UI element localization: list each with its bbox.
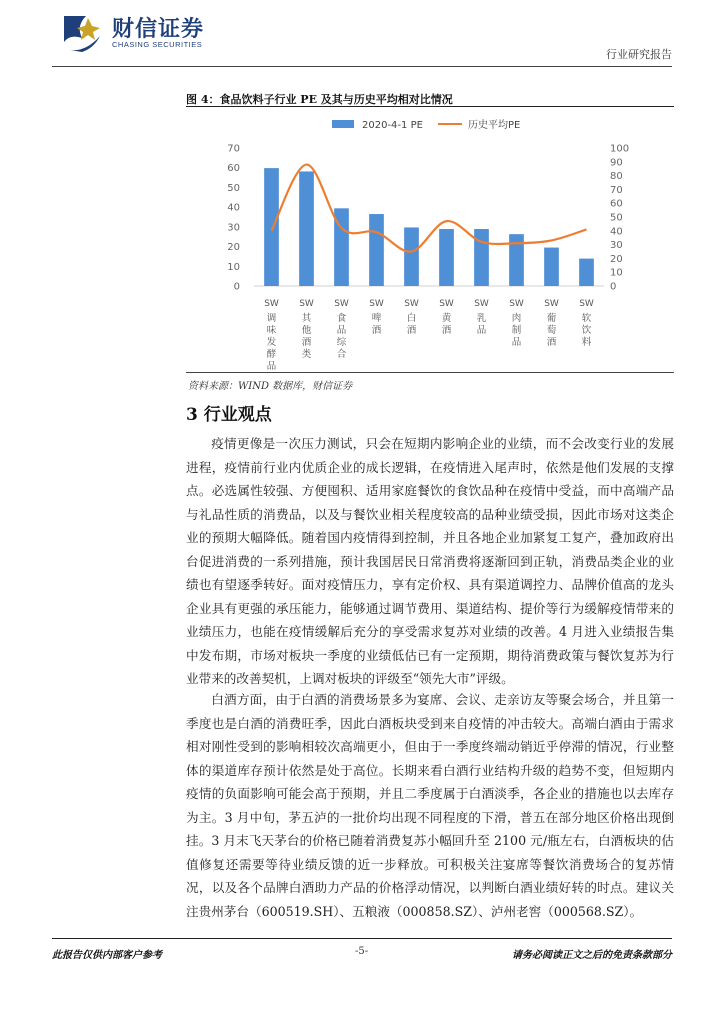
legend-label-bar: 2020-4-1 PE <box>362 120 423 131</box>
y-right-tick-label: 30 <box>610 240 623 252</box>
y-right-tick-label: 50 <box>610 212 623 224</box>
figure-title: 图 4：食品饮料子行业 PE 及其与历史平均相对比情况 <box>186 93 453 106</box>
y-left-tick-label: 40 <box>227 202 240 214</box>
y-left-tick-label: 30 <box>227 222 240 234</box>
chart-legend <box>332 118 520 131</box>
company-name-en: CHASING SECURITIES <box>112 40 203 49</box>
bar <box>544 248 559 286</box>
category-label: SW 黄酒 <box>439 299 454 336</box>
section-title: 3 行业观点 <box>186 405 272 425</box>
line-series <box>272 165 587 252</box>
category-label: SW 白酒 <box>404 299 419 336</box>
bar <box>579 259 594 286</box>
legend-bar-swatch <box>332 120 354 128</box>
figure-top-rule <box>186 106 674 107</box>
category-label: SW 软饮料 <box>579 299 594 348</box>
bar-series <box>264 168 594 286</box>
company-logo-icon <box>60 12 104 54</box>
category-label: SW 啤酒 <box>369 299 384 336</box>
y-left-tick-label: 0 <box>233 281 240 293</box>
category-label: SW 其他酒类 <box>299 299 314 360</box>
figure-bottom-rule <box>186 372 674 373</box>
y-right-tick-label: 0 <box>610 281 617 293</box>
y-right-tick-label: 20 <box>610 253 623 265</box>
y-left-tick-label: 60 <box>227 163 240 175</box>
figure-source: 资料来源：WIND 数据库，财信证券 <box>188 381 353 392</box>
category-label: SW 肉制品 <box>509 299 524 348</box>
category-label: SW 食品综合 <box>334 299 349 360</box>
page-number: -5- <box>355 946 369 957</box>
bar <box>474 229 489 286</box>
company-name: 财信证券 <box>112 17 205 42</box>
bar <box>299 171 314 286</box>
y-left-tick-label: 10 <box>227 261 240 273</box>
y-right-tick-label: 40 <box>610 226 623 238</box>
y-right-tick-label: 80 <box>610 171 623 183</box>
bar <box>439 229 454 286</box>
footer-divider <box>52 938 672 939</box>
paragraph-industry-view: 疫情更像是一次压力测试，只会在短期内影响企业的业绩，而不会改变行业的发展进程，疫情前行业内优质企业的成长逻辑，在疫情进入尾声时，依然是他们发展的支撑点。必选属性较强、方便囤积、适用家庭餐饮的食饮品种在疫情中受益，而中高端产品与礼品性质的消费品，以及与餐饮业相关程度较高的品种业绩受损，因此市场对这类企业的预期大幅降低。随着国内疫情得到控制，并且各地企业加紧复工复产，叠加政府出台促进消费的一系列措施，预计我国居民日常消费将逐渐回到正轨，消费品类企业的业绩也有望逐季转好。面对疫情压力，享有定价权、具有渠道调控力、品牌价值高的龙头企业具有更强的承压能力，能够通过调节费用、渠道结构、提价等行为缓解疫情带来的业绩压力，也能在疫情缓解后充分的享受需求复苏对业绩的改善。4 月进入业绩报告集中发布期，市场对板块一季度的业绩低估已有一定预期，期待消费政策与餐饮复苏为行业带来的改善契机，上调对板块的评级至“领先大市”评级。 <box>186 436 674 686</box>
y-right-tick-label: 10 <box>610 267 623 279</box>
bar <box>509 234 524 286</box>
legend-label-line: 历史平均PE <box>468 120 521 131</box>
category-label: SW 葡萄酒 <box>544 299 559 348</box>
header-divider <box>52 66 672 67</box>
report-type-label: 行业研究报告 <box>606 48 672 61</box>
chart-axes <box>227 144 629 293</box>
category-label: SW 乳品 <box>474 299 489 336</box>
y-left-tick-label: 50 <box>227 182 240 194</box>
line-path <box>272 165 587 252</box>
y-right-tick-label: 70 <box>610 184 623 196</box>
paragraph-baijiu: 白酒方面，由于白酒的消费场景多为宴席、会议、走亲访友等聚会场合，并且第一季度也是白酒的消费旺季，因此白酒板块受到来自疫情的冲击较大。高端白酒由于需求相对刚性受到的影响相较次高端更小，但由于一季度终端动销近乎停滞的情况，行业整体的渠道库存预计依然是处于高位。长期来看白酒行业结构升级的趋势不变，但短期内疫情的负面影响可能会高于预期，并且二季度属于白酒淡季，各企业的措施也以去库存为主。3 月中旬，茅五泸的一批价均出现不同程度的下滑，普五在部分地区价格出现倒挂。3 月末飞天茅台的价格已随着消费复苏小幅回升至 2100 元/瓶左右，白酒板块的估值修复还需要等待业绩反馈的近一步释放。可积极关注宴席等餐饮消费场合的复苏情况，以及各个品牌白酒助力产品的价格浮动情况，以判断白酒业绩好转的时点。建议关注贵州茅台（600519.SH）、五粮液（000858.SZ）、泸州老窖（000568.SZ）。 <box>186 692 674 919</box>
footer-disclaimer-right: 请务必阅读正文之后的免责条款部分 <box>512 950 672 961</box>
bar <box>264 168 279 286</box>
category-labels <box>264 299 594 370</box>
y-right-tick-label: 60 <box>610 198 623 210</box>
bar <box>369 214 384 286</box>
bar <box>404 227 419 286</box>
pe-comparison-chart <box>186 108 674 370</box>
footer-disclaimer-left: 此报告仅供内部客户参考 <box>52 950 162 961</box>
y-right-tick-label: 90 <box>610 157 623 169</box>
y-right-tick-label: 100 <box>610 143 630 155</box>
y-left-tick-label: 20 <box>227 242 240 254</box>
y-left-tick-label: 70 <box>227 143 240 155</box>
category-label: SW 调味发酵品 <box>264 299 279 370</box>
